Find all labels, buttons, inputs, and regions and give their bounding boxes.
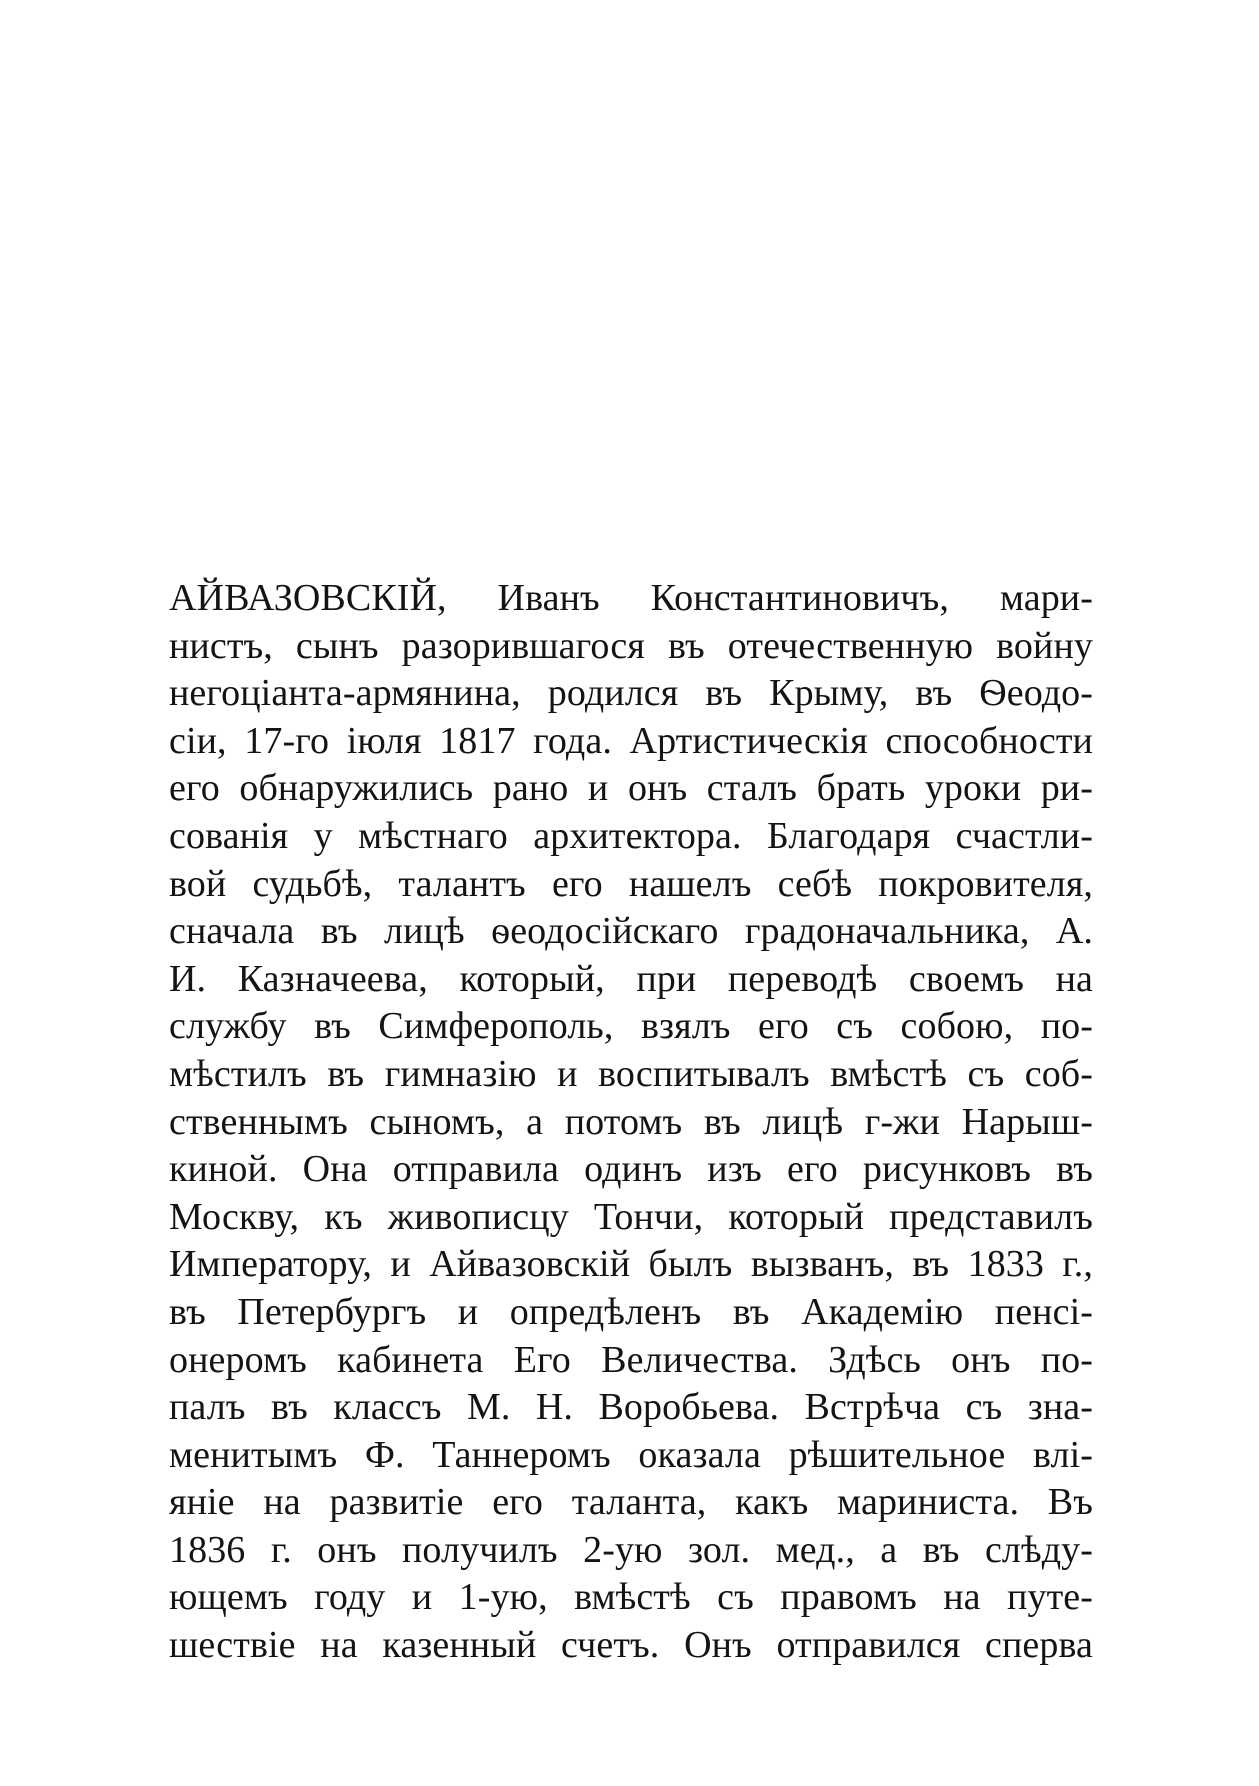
text-line: ющемъ году и 1-ую, вмѣстѣ съ правомъ на путе- xyxy=(169,1576,1093,1619)
text-line: его обнаружились рано и онъ сталъ брать уроки ри- xyxy=(169,767,1093,810)
text-line: мѣстилъ въ гимназію и воспитывалъ вмѣстѣ съ соб- xyxy=(169,1052,1093,1095)
text-line: сіи, 17-го іюля 1817 года. Артистическія способности xyxy=(169,719,1093,762)
text-line: Москву, къ живописцу Тончи, который представилъ xyxy=(169,1195,1093,1238)
text-line: И. Казначеева, который, при переводѣ своемъ на xyxy=(169,957,1093,1000)
text-line: менитымъ Ф. Таннеромъ оказала рѣшительное влі- xyxy=(169,1433,1093,1476)
text-line: негоціанта-армянина, родился въ Крыму, въ Ѳеодо- xyxy=(169,672,1093,715)
text-line: службу въ Симферополь, взялъ его съ собою, по- xyxy=(169,1005,1093,1048)
text-line: АЙВАЗОВСКІЙ, Иванъ Константиновичъ, мари- xyxy=(169,577,1093,619)
article-text xyxy=(169,575,1093,1670)
text-line: въ Петербургъ и опредѣленъ въ Академію пенсі- xyxy=(169,1290,1093,1333)
text-line: ственнымъ сыномъ, а потомъ въ лицѣ г-жи Нарыш- xyxy=(169,1100,1093,1143)
text-line: нистъ, сынъ разорившагося въ отечественную войну xyxy=(169,624,1093,667)
text-line: шествіе на казенный счетъ. Онъ отправился сперва xyxy=(169,1624,1093,1667)
text-line: сначала въ лицѣ ѳеодосійскаго градоначальника, А. xyxy=(169,910,1093,953)
text-line: вой судьбѣ, талантъ его нашелъ себѣ покровителя, xyxy=(169,862,1093,905)
text-line: яніе на развитіе его таланта, какъ мариниста. Въ xyxy=(169,1481,1093,1524)
text-line: Императору, и Айвазовскій былъ вызванъ, въ 1833 г., xyxy=(169,1243,1093,1286)
text-line: сованія у мѣстнаго архитектора. Благодаря счастли- xyxy=(169,814,1093,857)
text-line: онеромъ кабинета Его Величества. Здѣсь онъ по- xyxy=(169,1338,1093,1381)
text-line: киной. Она отправила одинъ изъ его рисунковъ въ xyxy=(169,1148,1093,1191)
text-line: 1836 г. онъ получилъ 2-ую зол. мед., а въ слѣду- xyxy=(169,1528,1093,1571)
text-line: палъ въ классъ М. Н. Воробьева. Встрѣча съ зна- xyxy=(169,1386,1093,1429)
